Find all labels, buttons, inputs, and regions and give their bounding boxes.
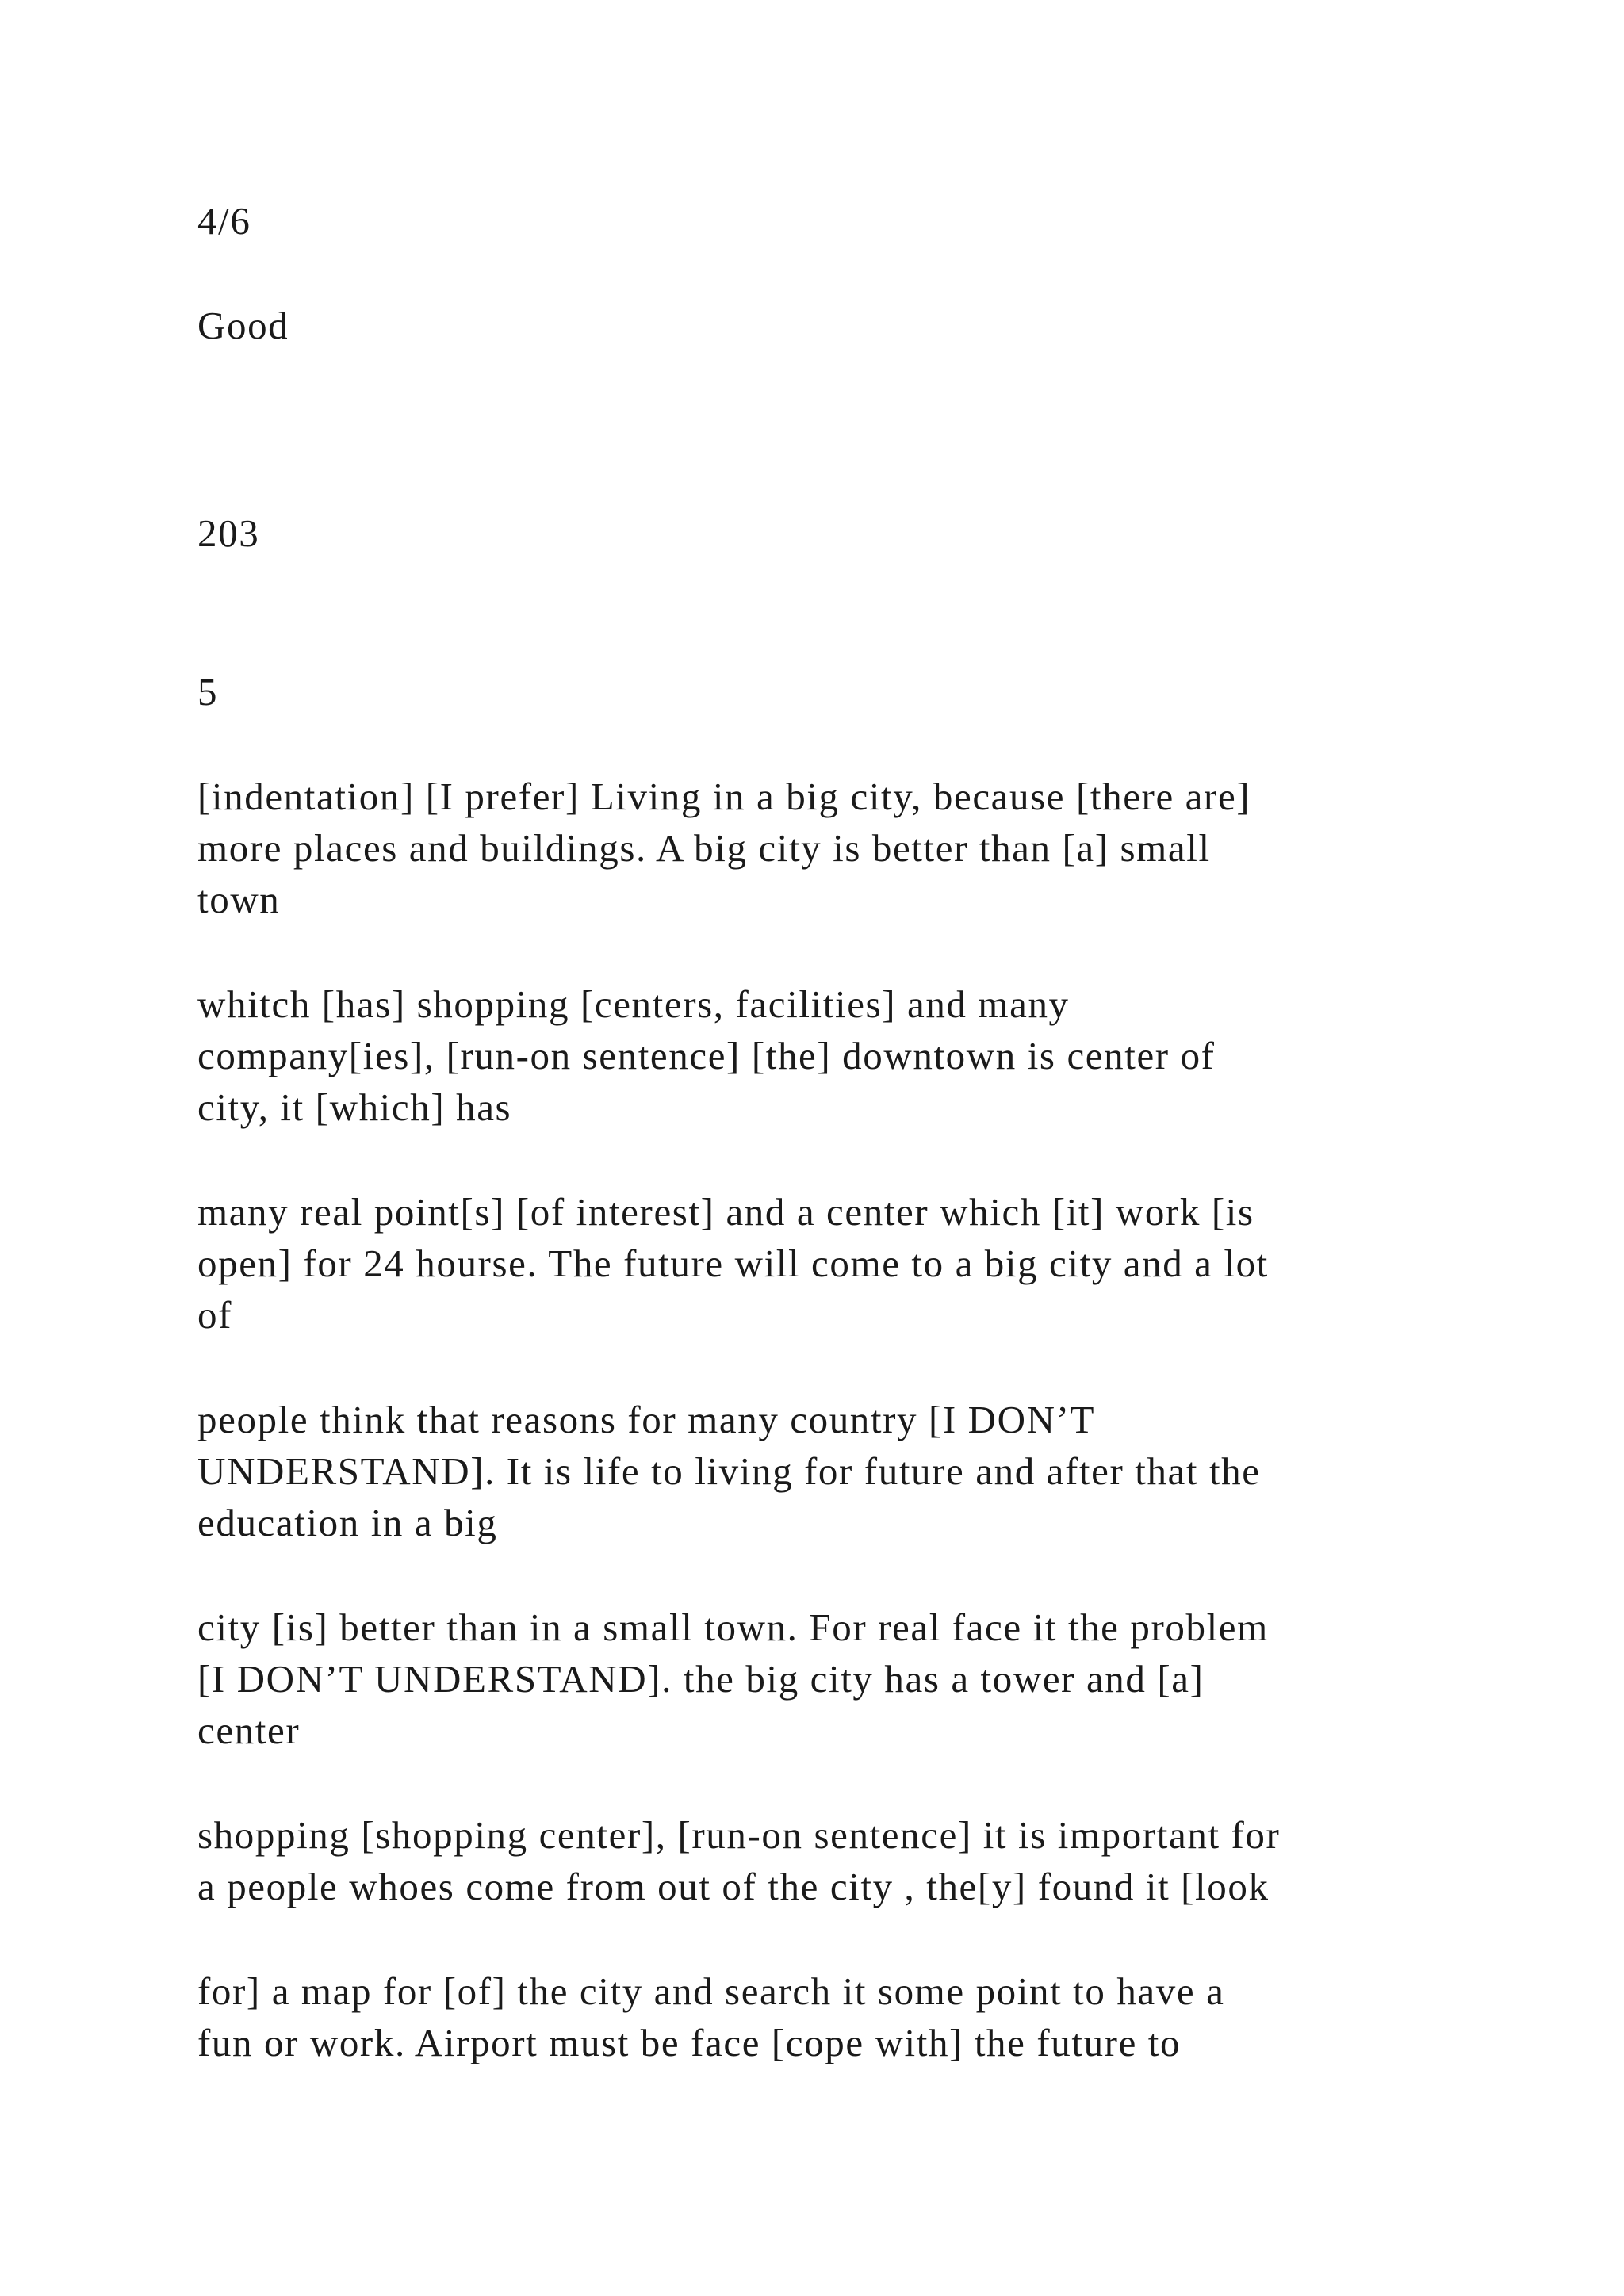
essay-line: whitch [has] shopping [centers, facilities] and many [197,982,1070,1026]
rating-label: Good [197,304,289,347]
essay-line: city, it [which] has [197,1085,512,1129]
essay-line: fun or work. Airport must be face [cope with] the future to [197,2021,1182,2064]
essay-line: UNDERSTAND]. It is life to living for future and after that the [197,1449,1261,1493]
essay-line: of [197,1293,233,1337]
page-indicator: 4/6 [197,199,251,243]
essay-line: shopping [shopping center], [run-on sentence] it is important for [197,1813,1281,1857]
essay-line: company[ies], [run-on sentence] [the] downtown is center of [197,1034,1216,1077]
essay-line: people think that reasons for many country [I DON’T [197,1398,1096,1441]
essay-line: [indentation] [I prefer] Living in a big city, because [there are] [197,775,1251,818]
essay-line: town [197,878,281,921]
word-count: 203 [197,511,260,555]
essay-line: many real point[s] [of interest] and a center which [it] work [is [197,1190,1254,1234]
essay-line: center [197,1709,301,1752]
essay-line: more places and buildings. A big city is better than [a] small [197,826,1211,870]
essay-line: open] for 24 hourse. The future will come to a big city and a lot [197,1242,1269,1285]
score: 5 [197,670,219,714]
essay-line: city [is] better than in a small town. For real face it the problem [197,1605,1269,1649]
essay-line: for] a map for [of] the city and search it some point to have a [197,1969,1225,2013]
essay-line: a people whoes come from out of the city , the[y] found it [look [197,1865,1270,1908]
essay-line: [I DON’T UNDERSTAND]. the big city has a tower and [a] [197,1657,1205,1701]
essay-line: education in a big [197,1501,498,1544]
